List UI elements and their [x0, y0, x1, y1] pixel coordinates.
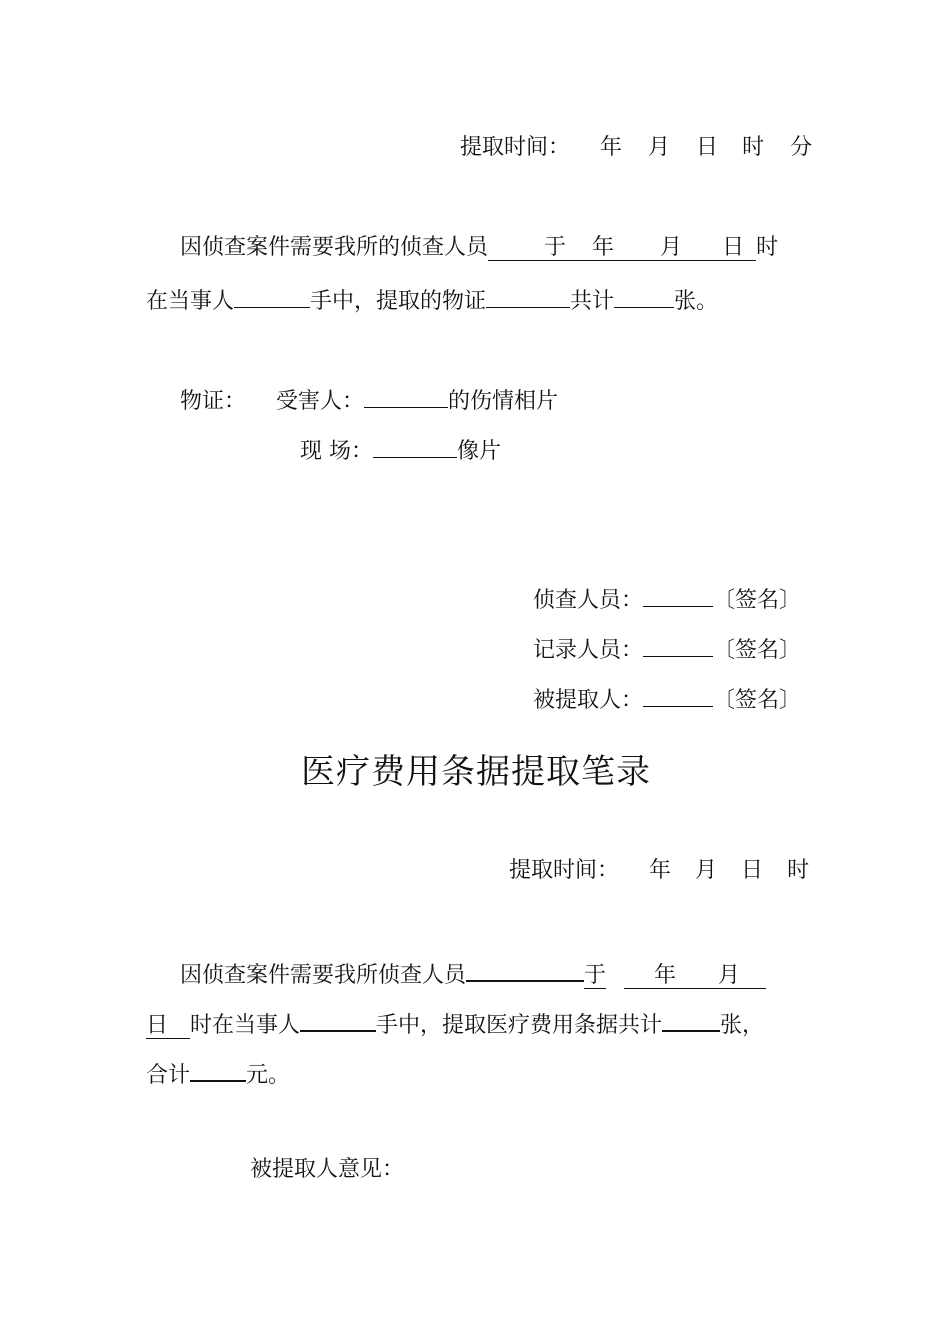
month-label: 月 [695, 858, 718, 883]
year-label: 年 [600, 135, 623, 160]
para1-text-d: 共计 [570, 289, 615, 314]
para2-text-d: 张， [720, 1013, 765, 1038]
signature-investigator [533, 582, 801, 616]
year-label: 年 [649, 858, 672, 883]
scene-label: 现 场： [300, 439, 373, 464]
para1-hour: 时 [756, 235, 779, 260]
para1-date-field[interactable] [488, 235, 756, 261]
signature-subject [533, 682, 801, 716]
para1-text-e: 张。 [674, 289, 719, 314]
extraction-time-line [460, 133, 812, 163]
minute-label: 分 [790, 135, 813, 160]
para1-text-c: 手中，提取的物证 [310, 289, 487, 314]
paragraph1-line1 [180, 233, 778, 263]
signature-sign: 〔签名〕 [713, 638, 802, 663]
party-name-blank[interactable] [300, 1006, 376, 1032]
evidence-victim-line [180, 383, 558, 417]
scene-suffix: 像片 [457, 439, 502, 464]
signature-recorder [533, 632, 801, 666]
evidence-blank[interactable] [486, 283, 570, 308]
receipt-count-blank[interactable] [662, 1006, 720, 1032]
month-label: 月 [648, 135, 671, 160]
party-name-blank[interactable] [234, 283, 310, 308]
para2-text-f: 元。 [246, 1063, 291, 1088]
para2-day-field[interactable] [146, 1013, 190, 1039]
hour-label: 时 [787, 858, 810, 883]
para1-text-a: 因侦查案件需要我所的侦查人员 [180, 235, 489, 260]
signature-label: 记录人员： [533, 638, 644, 663]
document-title: 医疗费用条据提取笔录 [301, 752, 651, 792]
para1-day: 日 [722, 235, 745, 260]
victim-blank[interactable] [364, 383, 448, 408]
extraction-time-label: 提取时间： [509, 858, 620, 883]
para2-year: 年 [654, 963, 677, 988]
para2-yu: 于 [584, 963, 607, 988]
para2-text-c: 手中，提取医疗费用条据共计 [376, 1013, 663, 1038]
paragraph2-line3 [146, 1056, 290, 1091]
signature-sign: 〔签名〕 [713, 688, 802, 713]
para1-text-b: 在当事人 [146, 289, 235, 314]
para1-yu: 于 [544, 235, 567, 260]
amount-blank[interactable] [190, 1056, 246, 1082]
extraction-time-label: 提取时间： [460, 135, 571, 160]
para2-date-field[interactable] [624, 963, 766, 989]
para1-month: 月 [660, 235, 683, 260]
signature-blank[interactable] [643, 632, 713, 657]
signature-label: 被提取人： [533, 688, 644, 713]
para2-text-e: 合计 [146, 1063, 191, 1088]
victim-suffix: 的伤情相片 [448, 389, 559, 414]
paragraph2-line1 [180, 956, 766, 991]
paragraph1-line2 [146, 283, 718, 317]
para2-month: 月 [718, 963, 741, 988]
hour-label: 时 [742, 135, 765, 160]
day-label: 日 [741, 858, 764, 883]
para2-day: 日 [146, 1013, 169, 1038]
paragraph2-line2 [146, 1006, 764, 1041]
extraction-time-line-2 [509, 856, 809, 886]
para2-text-b: 时在当事人 [190, 1013, 301, 1038]
day-label: 日 [696, 135, 719, 160]
subject-opinion-label: 被提取人意见： [250, 1157, 405, 1182]
signature-blank[interactable] [643, 682, 713, 707]
evidence-label: 物证： [180, 389, 247, 414]
scene-blank[interactable] [373, 433, 457, 458]
para1-year: 年 [592, 235, 615, 260]
para2-text-a: 因侦查案件需要我所侦查人员 [180, 963, 467, 988]
signature-blank[interactable] [643, 582, 713, 607]
victim-label: 受害人： [276, 389, 365, 414]
signature-sign: 〔签名〕 [713, 588, 802, 613]
investigator-blank[interactable] [466, 956, 584, 982]
count-blank[interactable] [614, 283, 674, 308]
evidence-scene-line [300, 433, 501, 467]
signature-label: 侦查人员： [533, 588, 644, 613]
